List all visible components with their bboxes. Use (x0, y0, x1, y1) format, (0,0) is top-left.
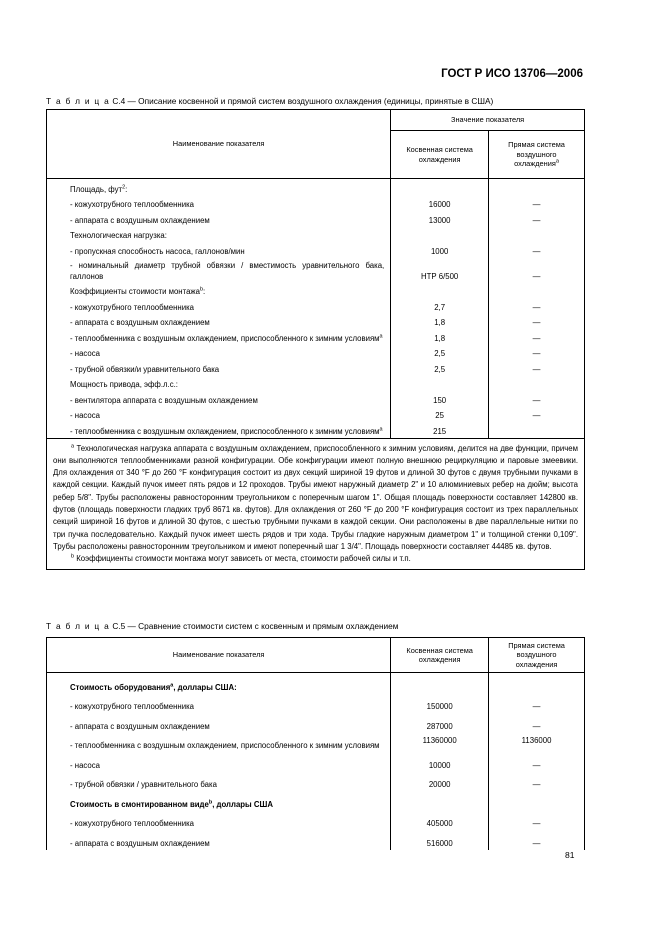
direct-value: — (489, 713, 585, 733)
direct-value (489, 422, 585, 438)
row-label: - аппарата с воздушным охлаждением (47, 314, 391, 330)
table-row (47, 673, 585, 694)
direct-value: — (489, 211, 585, 227)
table-row (47, 345, 585, 361)
indirect-value: 2,5 (391, 345, 489, 361)
row-label: Коэффициенты стоимости монтажа$^b$: (47, 283, 391, 299)
direct-value (489, 673, 585, 694)
row-label: - теплообменника с воздушным охлаждением, приспособленного к зимним условиям$^а$ (47, 422, 391, 438)
row-label: Площадь, фут$^2$: (47, 179, 391, 196)
indirect-value: 287000 (391, 713, 489, 733)
indirect-value (391, 179, 489, 196)
direct-value: — (489, 329, 585, 345)
indirect-value: 215 (391, 422, 489, 438)
indirect-value: 2,5 (391, 360, 489, 376)
table-row (47, 227, 585, 243)
direct-value: — (489, 407, 585, 423)
table-row (47, 694, 585, 714)
row-label: - пропускная способность насоса, галлонов/мин (47, 242, 391, 258)
row-label: - насоса (47, 345, 391, 361)
table-row (47, 733, 585, 753)
table-row (47, 791, 585, 811)
row-label: - вентилятора аппарата с воздушным охлаждением (47, 391, 391, 407)
row-label: - аппарата с воздушным охлаждением (47, 713, 391, 733)
direct-value (489, 179, 585, 196)
row-label: - насоса (47, 752, 391, 772)
table-c4 (46, 109, 585, 570)
direct-value (489, 376, 585, 392)
indirect-value (391, 283, 489, 299)
indirect-value (391, 673, 489, 694)
caption-label: Т а б л и ц а (46, 621, 111, 631)
direct-value (489, 227, 585, 243)
table-row (47, 258, 585, 283)
table-row (47, 360, 585, 376)
direct-value: — (489, 242, 585, 258)
table-c5 (46, 637, 585, 850)
table-c5-caption (46, 621, 398, 631)
row-label: - кожухотрубного теплообменника (47, 694, 391, 714)
table-c4-caption (46, 96, 493, 106)
table-row (47, 422, 585, 438)
direct-value (489, 283, 585, 299)
caption-text: С.4 — Описание косвенной и прямой систем воздушного охлаждения (единицы, принятые в США) (112, 96, 494, 106)
row-label: Технологическая нагрузка: (47, 227, 391, 243)
row-label: - теплообменника с воздушным охлаждением, приспособленного к зимним условиям$^а$ (47, 329, 391, 345)
table-row (47, 811, 585, 831)
table-row (47, 211, 585, 227)
col-name-header: Наименование показателя (47, 110, 391, 179)
direct-value: — (489, 298, 585, 314)
indirect-value: 1,8 (391, 329, 489, 345)
row-label: - трубной обвязки / уравнительного бака (47, 772, 391, 792)
direct-value: — (489, 360, 585, 376)
direct-value: — (489, 694, 585, 714)
table-row (47, 196, 585, 212)
row-label: - теплообменника с воздушным охлаждением, приспособленного к зимним условиям (47, 733, 391, 753)
table-row (47, 283, 585, 299)
caption-label: Т а б л и ц а (46, 96, 111, 106)
indirect-value: 150 (391, 391, 489, 407)
indirect-value: 150000 (391, 694, 489, 714)
table-row (47, 314, 585, 330)
direct-value: 1136000 (489, 733, 585, 753)
table-row (47, 772, 585, 792)
row-label: - кожухотрубного теплообменника (47, 196, 391, 212)
indirect-value: 2,7 (391, 298, 489, 314)
indirect-value: 25 (391, 407, 489, 423)
col-value-header: Значение показателя (391, 110, 585, 131)
row-label: - трубной обвязки/и уравнительного бака (47, 360, 391, 376)
row-label: Стоимость оборудования$^а$, доллары США: (47, 673, 391, 694)
row-label: - насоса (47, 407, 391, 423)
row-label: - номинальный диаметр трубной обвязки / вместимость уравнительного бака, галлонов (47, 258, 391, 283)
col-indirect-header: Косвенная система охлаждения (391, 638, 489, 673)
indirect-value: 20000 (391, 772, 489, 792)
col-name-header: Наименование показателя (47, 638, 391, 673)
row-label: - аппарата с воздушным охлаждением (47, 830, 391, 850)
table-row (47, 298, 585, 314)
indirect-value: 13000 (391, 211, 489, 227)
col-direct-header: Прямая система воздушного охлаждения (489, 638, 585, 673)
footnote-b: $^b$ Коэффициенты стоимости монтажа могут зависеть от места, стоимости рабочей силы и т.п. (71, 553, 411, 564)
indirect-value: НТР 6/500 (391, 258, 489, 283)
direct-value: — (489, 391, 585, 407)
indirect-value (391, 376, 489, 392)
table-row (47, 242, 585, 258)
page-number: 81 (565, 850, 575, 860)
direct-value: — (489, 811, 585, 831)
table-row (47, 752, 585, 772)
indirect-value: 1000 (391, 242, 489, 258)
table-row (47, 329, 585, 345)
indirect-value: 10000 (391, 752, 489, 772)
row-label: - аппарата с воздушным охлаждением (47, 211, 391, 227)
table-row (47, 407, 585, 423)
table-c4-footnotes (47, 438, 585, 570)
direct-value: — (489, 752, 585, 772)
direct-value: — (489, 258, 585, 283)
indirect-value: 405000 (391, 811, 489, 831)
row-label: - кожухотрубного теплообменника (47, 811, 391, 831)
indirect-value (391, 227, 489, 243)
indirect-value: 16000 (391, 196, 489, 212)
standard-designation: ГОСТ Р ИСО 13706—2006 (441, 68, 583, 80)
table-row (47, 830, 585, 850)
direct-value: — (489, 345, 585, 361)
indirect-value (391, 791, 489, 811)
indirect-value: 516000 (391, 830, 489, 850)
table-row (47, 376, 585, 392)
table-row (47, 713, 585, 733)
col-direct-header: Прямая система воздушного охлаждения$^а$ (489, 131, 585, 179)
col-indirect-header: Косвенная система охлаждения (391, 131, 489, 179)
direct-value: — (489, 314, 585, 330)
table-row (47, 391, 585, 407)
indirect-value: 11360000 (391, 733, 489, 753)
row-label: - кожухотрубного теплообменника (47, 298, 391, 314)
footnote-a: $^а$ Технологическая нагрузка аппарата с воздушным охлаждением, приспособленного к зимним условиям, делится на две функции, причем они выполняются теплообменниками разной конфигурации. Обе конфигурации имеют полную внешнюю рециркуляцию и паровые змеевики. Для охлаждения от 340 °F до 260 °F конфигурация состоит из двух секций шириной 19 футов и длиной 30 футов с двумя трубными пучками в каждой секции. Каждый пучок имеет пять рядов и 12 проходов. Трубы имеют наружный диаметр 2" и 10 алюминиевых ребер на дюйм; высота ребер 5/8". Трубы расположены равносторонним треугольником с поперечным шагом 1". Общая площадь поверхности составляет 142800 кв. футов (площадь поверхности гладких труб 8671 кв. футов). Для охлаждения от 260 °F до 200 °F конфигурация состоит из трех параллельных секций шириной 16 футов и длиной 30 футов, с шестью трубными пучками в каждой секции. Они расположены в две параллельные нитки по три пучка последовательно. Каждый пучок имеет шесть рядов и три хода. Трубы гладкие наружным диаметром 1" и толщиной стенки 0,109". Трубы расположены равносторонним треугольником и имеют поперечный шаг 1 3/4". Площадь поверхности составляет 44485 кв. футов. (53, 442, 579, 551)
direct-value: — (489, 830, 585, 850)
table-row (47, 179, 585, 196)
indirect-value: 1,8 (391, 314, 489, 330)
direct-value: — (489, 196, 585, 212)
row-label: Мощность привода, эфф.л.с.: (47, 376, 391, 392)
direct-value: — (489, 772, 585, 792)
direct-value (489, 791, 585, 811)
row-label: Стоимость в смонтированном виде$^b$, доллары США (47, 791, 391, 811)
caption-text: С.5 — Сравнение стоимости систем с косвенным и прямым охлаждением (112, 621, 399, 631)
